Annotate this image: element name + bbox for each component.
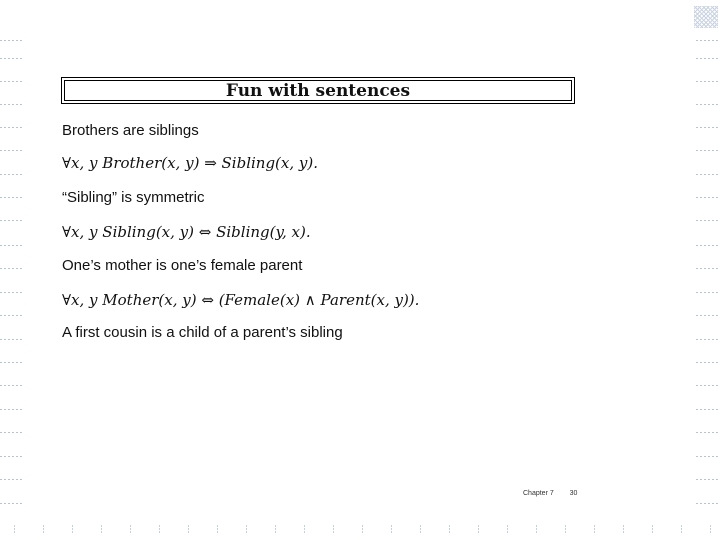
slide-title: Fun with sentences: [225, 80, 411, 101]
slide-footer: [523, 490, 577, 497]
bottom-dotted-margin: [0, 525, 720, 535]
corner-pattern: [694, 6, 718, 28]
statement-brothers: Brothers are siblings: [62, 122, 199, 139]
statement-first-cousin: A first cousin is a child of a parent’s sibling: [62, 324, 343, 341]
statement-mother: One’s mother is one’s female parent: [62, 257, 303, 274]
formula-brother-sibling: ∀x, y Brother(x, y) ⇒ Sibling(x, y).: [62, 154, 319, 172]
statement-sibling-symmetric: “Sibling” is symmetric: [62, 189, 205, 206]
slide-title-box: [61, 77, 575, 104]
formula-sibling-symmetric: ∀x, y Sibling(x, y) ⇔ Sibling(y, x).: [62, 223, 311, 241]
footer-chapter: Chapter 7: [523, 490, 554, 497]
formula-mother: ∀x, y Mother(x, y) ⇔ (Female(x) ∧ Parent(x, y)).: [62, 291, 420, 309]
footer-page-number: 30: [569, 490, 578, 497]
